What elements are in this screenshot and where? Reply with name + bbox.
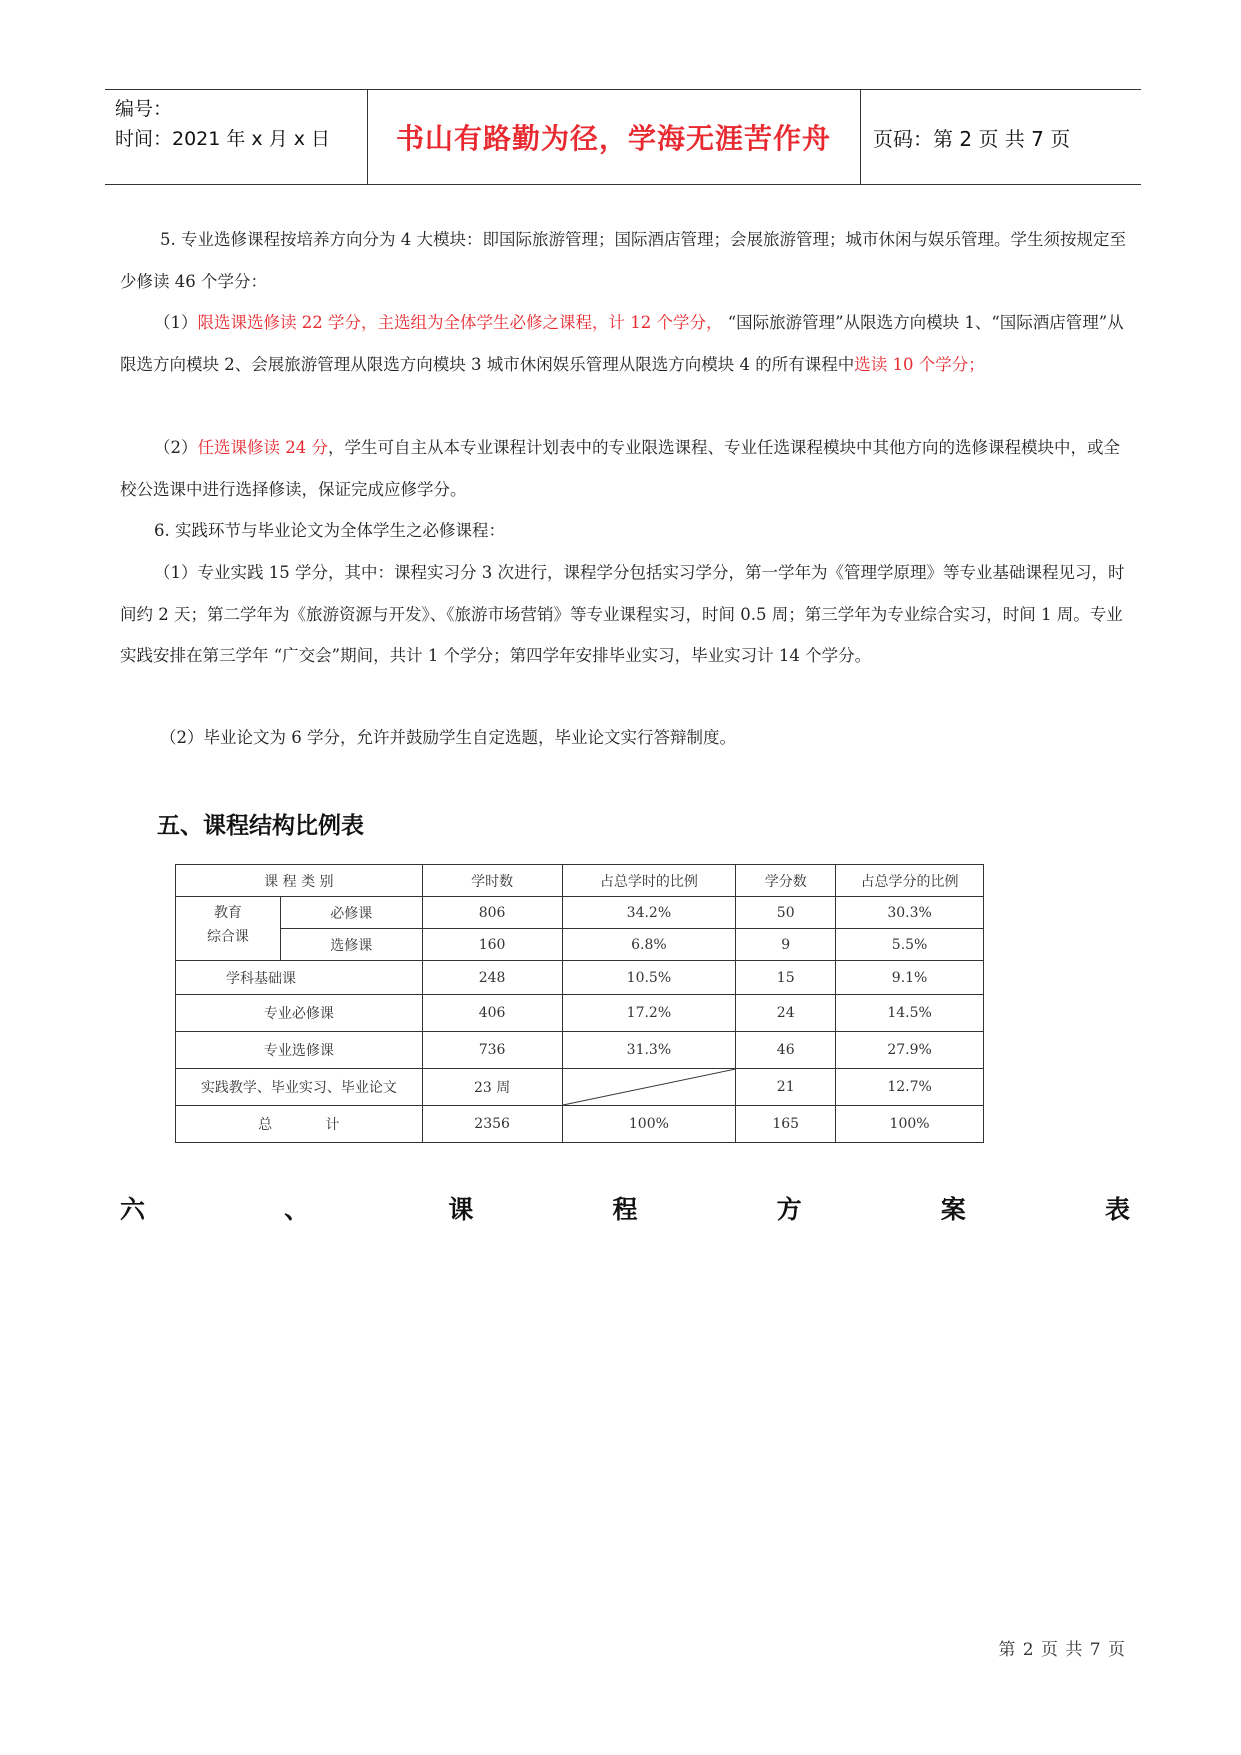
item-prefix: （1） [154, 313, 198, 332]
category-cell: 实践教学、毕业实习、毕业论文 [176, 1069, 423, 1106]
hours-pct-cell: 6.8% [562, 929, 736, 961]
credits-cell: 50 [736, 897, 836, 929]
document-date: 时间：2021 年 x 月 x 日 [115, 128, 331, 150]
hours-cell: 2356 [422, 1106, 562, 1143]
group-label: 教育 [213, 905, 242, 921]
table-row [176, 961, 984, 995]
paragraph-5-2 [120, 427, 1130, 510]
category-cell: 选修课 [280, 929, 422, 961]
category-cell: 总 计 [176, 1106, 423, 1143]
credits-cell: 46 [736, 1032, 836, 1069]
paragraph-6-2: （2）毕业论文为 6 学分，允许并鼓励学生自定选题，毕业论文实行答辩制度。 [160, 728, 736, 747]
page-footer: 第 2 页 共 7 页 [998, 1640, 1126, 1660]
hours-cell: 736 [422, 1032, 562, 1069]
hours-cell: 248 [422, 961, 562, 995]
highlighted-text: 选读 10 个学分； [854, 354, 985, 374]
credits-pct-cell: 9.1% [836, 961, 984, 995]
credits-pct-cell: 5.5% [836, 929, 984, 961]
category-cell: 专业选修课 [176, 1032, 423, 1069]
document-number-label: 编号： [115, 98, 173, 120]
table-row [176, 995, 984, 1032]
table-header-row [176, 865, 984, 897]
paragraph-6-1: （1）专业实践 15 学分，其中：课程实习分 3 次进行，课程学分包括实习学分，第一学年为《管理学原理》等专业基础课程见习，时间约 2 天；第二学年为《旅游资源与开发》、《旅游市场营销》等专业课程实习，时间 0.5 周；第三学年为专业综合实习，时间 1 周。专业实践安排在第三学年 “广交会”期间，共计 1 个学分；第四学年安排毕业实习，毕业实习计 14 个学分。 [120, 563, 1125, 665]
highlighted-text: 限选课选修读 22 学分，主选组为全体学生必修之课程，计 12 个学分， [197, 313, 723, 332]
credits-cell: 24 [736, 995, 836, 1032]
paragraph-6: 6. 实践环节与毕业论文为全体学生之必修课程： [154, 521, 505, 540]
title-char: 六 [120, 1195, 146, 1224]
group-cell [176, 897, 281, 961]
body-text: “国际旅游管理”从限选方向模块 1、“国际酒店管理”从限选方向模块 2、会展旅游管理从限选方向模块 3 城市休闲娱乐管理从限选方向模块 4 的所有课程中 [120, 313, 1124, 374]
section-6-title [120, 1190, 1130, 1226]
group-label: 综合课 [206, 929, 249, 945]
credits-pct-cell: 30.3% [836, 897, 984, 929]
hours-cell: 160 [422, 929, 562, 961]
title-char: 课 [448, 1195, 474, 1224]
header-cell: 占总学时的比例 [562, 865, 736, 897]
header-motto: 书山有路勤为径，学海无涯苦作舟 [395, 122, 831, 155]
paragraph-5: 5. 专业选修课程按培养方向分为 4 大模块：即国际旅游管理；国际酒店管理；会展旅游管理；城市休闲与娱乐管理。学生须按规定至少修读 46 个学分： [120, 230, 1126, 291]
credits-pct-cell: 100% [836, 1106, 984, 1143]
empty-slash-cell [562, 1069, 736, 1106]
header-cell: 学分数 [736, 865, 836, 897]
body-text: ，学生可自主从本专业课程计划表中的专业限选课程、专业任选课程模块中其他方向的选修课程模块中，或全校公选课中进行选择修读，保证完成应修学分。 [120, 438, 1120, 499]
credits-pct-cell: 14.5% [836, 995, 984, 1032]
hours-pct-cell: 10.5% [562, 961, 736, 995]
category-cell: 学科基础课 [176, 961, 423, 995]
hours-pct-cell: 17.2% [562, 995, 736, 1032]
credits-cell: 9 [736, 929, 836, 961]
hours-pct-cell: 100% [562, 1106, 736, 1143]
credits-cell: 15 [736, 961, 836, 995]
title-char: 案 [940, 1195, 966, 1224]
section-5-title: 五、课程结构比例表 [157, 813, 364, 839]
category-cell: 必修课 [280, 897, 422, 929]
credits-pct-cell: 27.9% [836, 1032, 984, 1069]
hours-cell: 806 [422, 897, 562, 929]
hours-pct-cell: 34.2% [562, 897, 736, 929]
credits-cell: 21 [736, 1069, 836, 1106]
title-char: 程 [612, 1195, 638, 1224]
paragraph-5-1 [120, 302, 1130, 385]
table-row [176, 897, 984, 929]
table-row-total [176, 1106, 984, 1143]
highlighted-text: 任选课修读 24 分 [197, 438, 328, 457]
hours-pct-cell: 31.3% [562, 1032, 736, 1069]
hours-cell: 23 周 [422, 1069, 562, 1106]
credits-cell: 165 [736, 1106, 836, 1143]
title-char: 表 [1104, 1195, 1130, 1224]
item-prefix: （2） [154, 438, 198, 457]
hours-cell: 406 [422, 995, 562, 1032]
page-header [105, 89, 1141, 185]
header-cell: 课 程 类 别 [176, 865, 423, 897]
header-cell: 学时数 [422, 865, 562, 897]
header-cell: 占总学分的比例 [836, 865, 984, 897]
header-meta [115, 94, 365, 154]
table-row [176, 1069, 984, 1106]
header-page-number: 页码：第 2 页 共 7 页 [873, 126, 1071, 151]
table-row [176, 929, 984, 961]
category-cell: 专业必修课 [176, 995, 423, 1032]
title-char: 方 [776, 1195, 802, 1224]
title-char: 、 [284, 1195, 310, 1224]
credits-pct-cell: 12.7% [836, 1069, 984, 1106]
diagonal-line [563, 1069, 736, 1105]
course-structure-table [175, 864, 984, 1143]
header-divider [860, 90, 861, 184]
table-row [176, 1032, 984, 1069]
